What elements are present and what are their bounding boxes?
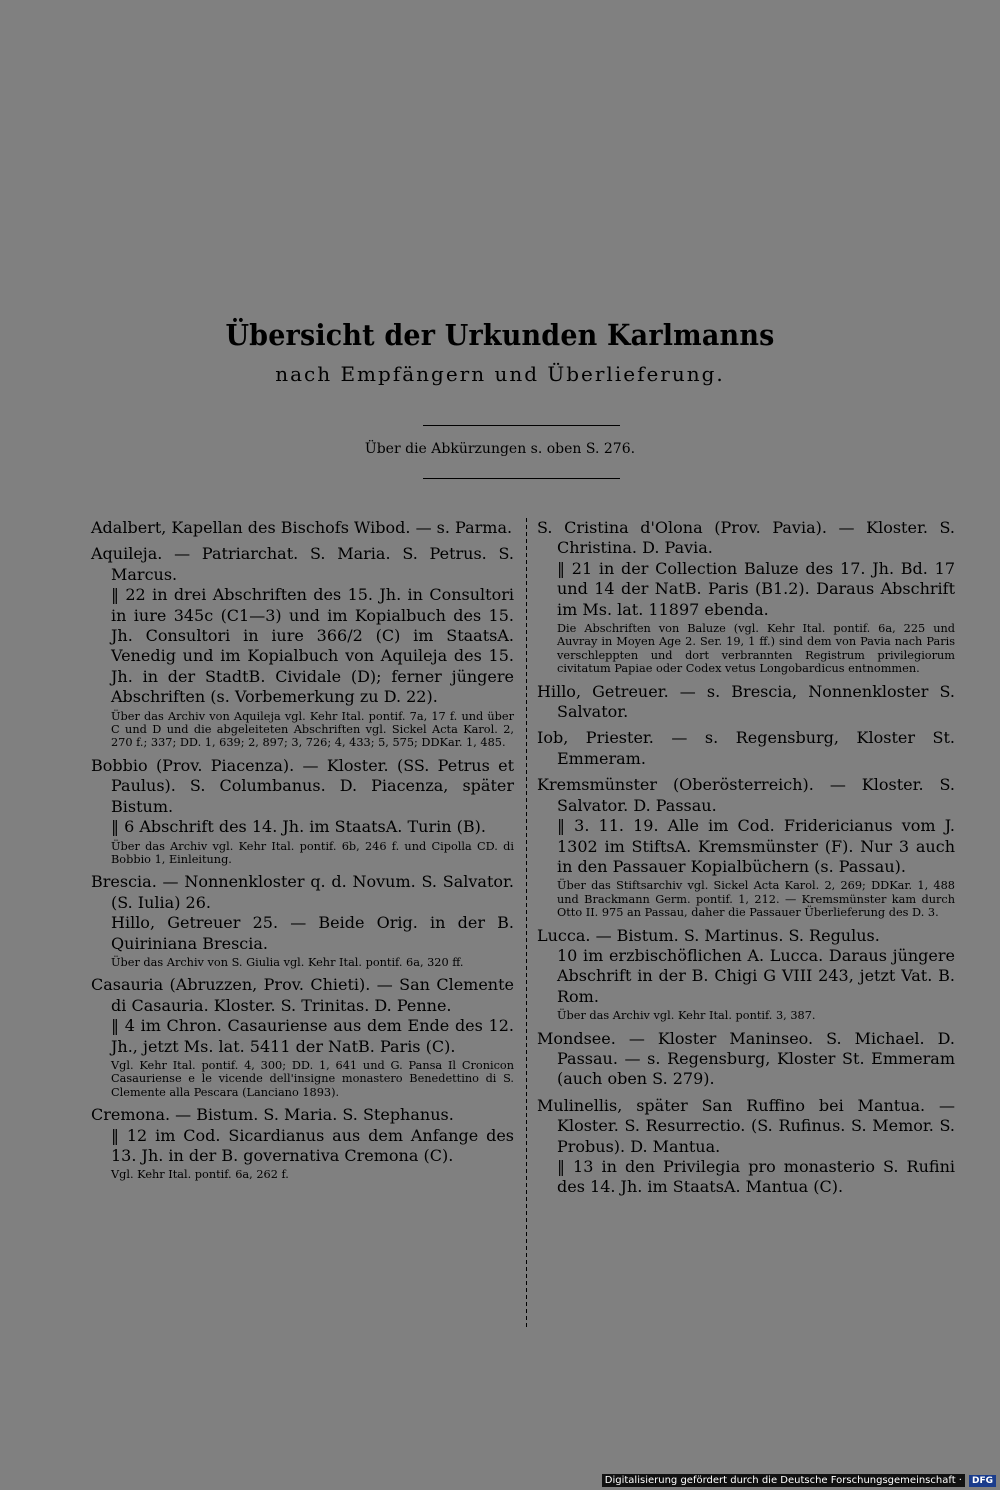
entry-note: Über das Archiv von Aquileja vgl. Kehr Ital. pontif. 7a, 17 f. und über C und D und die abgeleiteten Abschriften vgl. Sickel Acta Karol. 2, 270 f.; 337; DD. 1, 639; 2, 897; 3, 726; 4, 433; 5, 575; DDKar. 1, 485. xyxy=(111,709,514,750)
register-entry xyxy=(91,975,514,1099)
entry-text: ‖ 22 in drei Abschriften des 15. Jh. in Consultori in iure 345c (C1—3) und im Kopialbuch des 15. Jh. Consultori in iure 366/2 (C) im StaatsA. Venedig und im Kopialbuch von Aquileja des 15. Jh. in der StadtB. Cividale (D); ferner jüngere Abschriften (s. Vorbemerkung zu D. 22). xyxy=(111,585,514,707)
register-entry xyxy=(537,1096,955,1198)
dfg-logo: DFG xyxy=(969,1475,996,1487)
entry-note: Vgl. Kehr Ital. pontif. 4, 300; DD. 1, 641 und G. Pansa Il Cronicon Casauriense e le vicende dell'insigne monastero Benedettino di S. Clemente alla Pescara (Lanciano 1893). xyxy=(111,1058,514,1099)
entry-heading: Cremona. — Bistum. S. Maria. S. Stephanus. xyxy=(91,1105,454,1125)
register-entry xyxy=(91,872,514,969)
right-column xyxy=(537,518,955,1204)
entry-heading: Casauria (Abruzzen, Prov. Chieti). — San Clemente di Casauria. Kloster. S. Trinitas. D. Penne. xyxy=(91,975,514,1015)
entry-heading: Hillo, Getreuer. — s. Brescia, Nonnenkloster S. Salvator. xyxy=(537,681,955,722)
register-entry xyxy=(537,1029,955,1090)
entry-text: Hillo, Getreuer 25. — Beide Orig. in der B. Quiriniana Brescia. xyxy=(111,913,514,953)
entry-heading: Mondsee. — Kloster Maninseo. S. Michael. D. Passau. — s. Regensburg, Kloster St. Emmeram (auch oben S. 279). xyxy=(537,1028,955,1089)
register-entry xyxy=(91,1105,514,1182)
entry-heading: Lucca. — Bistum. S. Martinus. S. Regulus. xyxy=(537,925,880,945)
register-entry xyxy=(91,544,514,749)
entry-heading: Bobbio (Prov. Piacenza). — Kloster. (SS. Petrus et Paulus). S. Columbanus. D. Piacenza, später Bistum. xyxy=(91,755,514,816)
entry-note: Über das Archiv vgl. Kehr Ital. pontif. 3, 387. xyxy=(557,1009,816,1023)
entry-text: 10 im erzbischöflichen A. Lucca. Daraus jüngere Abschrift in der B. Chigi G VIII 243, jetzt Vat. B. Rom. xyxy=(557,945,955,1006)
entry-note: Über das Archiv vgl. Kehr Ital. pontif. 6b, 246 f. und Cipolla CD. di Bobbio 1, Einleitung. xyxy=(111,839,514,866)
bottom-rule xyxy=(423,478,620,479)
top-rule xyxy=(423,425,620,426)
register-entry xyxy=(537,728,955,769)
page-title: Übersicht der Urkunden Karlmanns xyxy=(225,318,775,352)
entry-heading: Brescia. — Nonnenkloster q. d. Novum. S. Salvator. (S. Iulia) 26. xyxy=(91,872,514,912)
entry-heading: S. Cristina d'Olona (Prov. Pavia). — Kloster. S. Christina. D. Pavia. xyxy=(537,518,955,558)
register-entry xyxy=(537,518,955,676)
entry-note: Über das Stiftsarchiv vgl. Sickel Acta Karol. 2, 269; DDKar. 1, 488 und Brackmann Germ. pontif. 1, 212. — Kremsmünster kam durch Otto II. 975 an Passau, daher die Passauer Überlieferung des D. 3. xyxy=(557,879,955,920)
entry-heading: Aquileja. — Patriarchat. S. Maria. S. Petrus. S. Marcus. xyxy=(91,544,514,584)
entry-text: ‖ 6 Abschrift des 14. Jh. im StaatsA. Turin (B). xyxy=(111,817,486,837)
register-entry xyxy=(537,926,955,1023)
entry-text: ‖ 21 in der Collection Baluze des 17. Jh. Bd. 17 und 14 der NatB. Paris (B1.2). Daraus Abschrift im Ms. lat. 11897 ebenda. xyxy=(557,558,955,619)
footer-text: Digitalisierung gefördert durch die Deutsche Forschungsgemeinschaft · xyxy=(602,1474,965,1487)
entry-note: Vgl. Kehr Ital. pontif. 6a, 262 f. xyxy=(111,1168,289,1182)
entry-heading: Kremsmünster (Oberösterreich). — Kloster. S. Salvator. D. Passau. xyxy=(537,775,955,815)
footer xyxy=(602,1473,996,1488)
register-entry xyxy=(91,756,514,866)
page-subtitle: nach Empfängern und Überlieferung. xyxy=(275,362,725,386)
entry-text: ‖ 13 in den Privilegia pro monasterio S. Rufini des 14. Jh. im StaatsA. Mantua (C). xyxy=(557,1157,955,1197)
abbreviation-note: Über die Abkürzungen s. oben S. 276. xyxy=(364,441,636,457)
entry-note: Die Abschriften von Baluze (vgl. Kehr Ital. pontif. 6a, 225 und Auvray in Moyen Age 2. Ser. 19, 1 ff.) sind dem von Pavia nach Paris verschleppten und dort verbrannten Registrum privilegiorum civitatum Papiae oder Codex vetus Longobardicus entnommen. xyxy=(557,622,955,676)
column-divider xyxy=(526,518,527,1328)
entry-heading: Iob, Priester. — s. Regensburg, Kloster St. Emmeram. xyxy=(537,728,955,768)
left-column xyxy=(91,518,514,1188)
entry-text: ‖ 12 im Cod. Sicardianus aus dem Anfange des 13. Jh. in der B. governativa Cremona (C). xyxy=(111,1125,514,1165)
entry-heading: Mulinellis, später San Ruffino bei Mantua. — Kloster. S. Resurrectio. (S. Rufinus. S. Memor. S. Probus). D. Mantua. xyxy=(537,1095,955,1156)
entry-text: ‖ 4 im Chron. Casauriense aus dem Ende des 12. Jh., jetzt Ms. lat. 5411 der NatB. Paris (C). xyxy=(111,1016,514,1056)
entry-note: Über das Archiv von S. Giulia vgl. Kehr Ital. pontif. 6a, 320 ff. xyxy=(111,955,464,969)
register-entry xyxy=(537,775,955,919)
register-entry xyxy=(537,682,955,723)
entry-heading: Adalbert, Kapellan des Bischofs Wibod. — s. Parma. xyxy=(91,518,513,537)
entry-text: ‖ 3. 11. 19. Alle im Cod. Fridericianus vom J. 1302 im StiftsA. Kremsmünster (F). Nur 3 auch in den Passauer Kopialbüchern (s. Passau). xyxy=(557,816,955,876)
title-block xyxy=(0,318,1000,386)
register-entry xyxy=(91,518,514,538)
